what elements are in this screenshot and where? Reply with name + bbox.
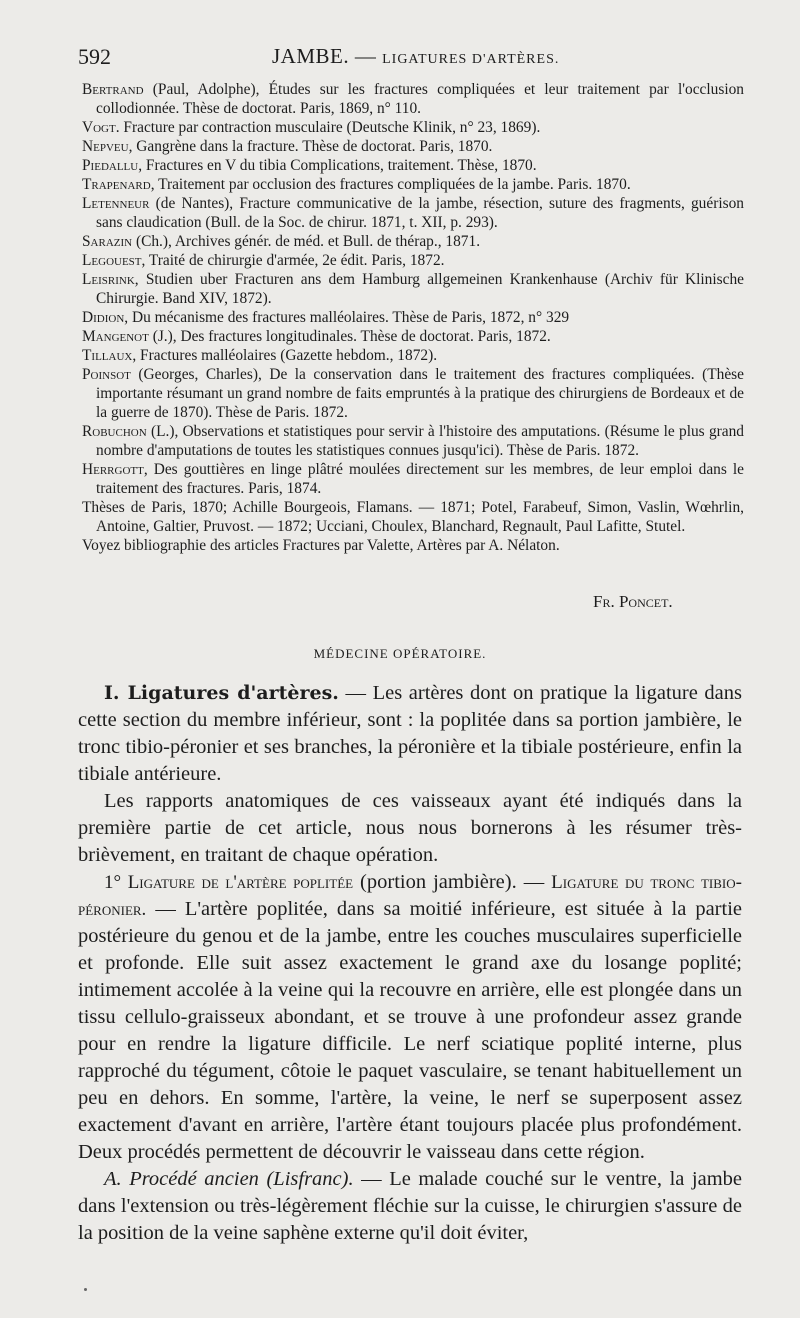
bib-entry bbox=[78, 308, 744, 327]
bib-author: Nepveu bbox=[82, 138, 129, 155]
bib-entry bbox=[78, 498, 744, 536]
bib-author: Vogt bbox=[82, 119, 116, 136]
running-header bbox=[78, 44, 742, 74]
body-text bbox=[78, 680, 742, 1247]
bib-entry bbox=[78, 194, 744, 232]
bib-text: Thèses de Paris, 1870; Achille Bourgeois, Flamans. — 1871; Potel, Farabeuf, Simon, Vaslin, Wœhrlin, Antoine, Galtier, Pruvost. — 1872; Ucciani, Choulex, Blanchard, Regnault, Paul Lafitte, Stutel. bbox=[82, 499, 744, 535]
section-title: MÉDECINE OPÉRATOIRE. bbox=[313, 646, 487, 661]
bib-author: Herrgott bbox=[82, 461, 144, 478]
bib-entry bbox=[78, 137, 744, 156]
bib-text: . Fracture par contraction musculaire (Deutsche Klinik, n° 23, 1869). bbox=[115, 119, 541, 136]
paragraph-text: Les rapports anatomiques de ces vaisseaux ayant été indiqués dans la première partie de cet article, nous nous bornerons à les résumer très-brièvement, en traitant de chaque opération. bbox=[78, 790, 742, 866]
bib-author: Piedallu bbox=[82, 157, 139, 174]
bib-author: Mangenot bbox=[82, 328, 149, 345]
bib-text: , Des gouttières en linge plâtré moulées directement sur les membres, de leur emploi dans le traitement des fractures. Paris, 1874. bbox=[96, 461, 744, 497]
bib-author: Trapenard bbox=[82, 176, 151, 193]
subsection-heading: Ligature du tronc tibio-péronier. bbox=[78, 872, 742, 920]
bib-entry bbox=[78, 251, 744, 270]
bib-entry bbox=[78, 156, 744, 175]
bib-author: Sarazin bbox=[82, 233, 133, 250]
bib-entry bbox=[78, 346, 744, 365]
bib-author: Bertrand bbox=[82, 81, 144, 98]
bib-entry bbox=[78, 327, 744, 346]
bib-text: Voyez bibliographie des articles Fractures par Valette, Artères par A. Nélaton. bbox=[82, 537, 560, 554]
paragraph bbox=[78, 788, 742, 869]
header-dash: — bbox=[354, 44, 377, 68]
paragraph-text: — Le malade couché sur le ventre, la jambe dans l'extension ou très-légèrement fléchie sur la cuisse, le chirurgien s'assure de la position de la veine saphène externe qu'il doit éviter, bbox=[78, 1168, 742, 1244]
paper-speck bbox=[84, 1288, 87, 1291]
procedure-heading: A. Procédé ancien (Lisfranc). bbox=[104, 1168, 354, 1190]
bib-entry bbox=[78, 460, 744, 498]
bib-text: (de Nantes), Fracture communicative de la jambe, résection, suture des fragments, guérison sans claudication (Bull. de la Soc. de chirur. 1871, t. XII, p. 293). bbox=[96, 195, 744, 231]
bib-entry bbox=[78, 536, 744, 555]
bib-text: , Studien uber Fracturen ans dem Hamburg allgemeinen Krankenhause (Archiv für Klinische Chirurgie. Band XIV, 1872). bbox=[96, 271, 744, 307]
header-subtitle: LIGATURES D'ARTÈRES. bbox=[382, 52, 560, 67]
paragraph bbox=[78, 680, 742, 788]
bib-entry bbox=[78, 365, 744, 422]
bib-text: , Traité de chirurgie d'armée, 2e édit. Paris, 1872. bbox=[141, 252, 445, 269]
bib-text: , Traitement par occlusion des fractures compliquées de la jambe. Paris. 1870. bbox=[150, 176, 631, 193]
bib-entry bbox=[78, 270, 744, 308]
bib-entry bbox=[78, 422, 744, 460]
bib-text: (Ch.), Archives génér. de méd. et Bull. de thérap., 1871. bbox=[132, 233, 481, 250]
bib-author: Didion bbox=[82, 309, 125, 326]
bib-entry bbox=[78, 175, 744, 194]
bib-text: , Fractures malléolaires (Gazette hebdom., 1872). bbox=[132, 347, 438, 364]
bib-author: Letenneur bbox=[82, 195, 150, 212]
bib-text: , Fractures en V du tibia Complications, traitement. Thèse, 1870. bbox=[138, 157, 537, 174]
bib-text: , Gangrène dans la fracture. Thèse de doctorat. Paris, 1870. bbox=[128, 138, 493, 155]
bib-text: (J.), Des fractures longitudinales. Thèse de doctorat. Paris, 1872. bbox=[148, 328, 551, 345]
bib-author: Tillaux bbox=[82, 347, 133, 364]
bib-author: Poinsot bbox=[82, 366, 131, 383]
paragraph-text: — Les artères dont on pratique la ligature dans cette section du membre inférieur, sont : la poplitée dans sa portion jambière, le tronc tibio-péronier et ses branches, la péronière et la tibiale postérieure, enfin la tibiale antérieure. bbox=[78, 682, 742, 785]
bib-text: (L.), Observations et statistiques pour servir à l'histoire des amputations. (Résume le plus grand nombre d'amputations de toutes les statistiques connues jusqu'ici). Thèse de Paris. 1872. bbox=[96, 423, 744, 459]
bib-entry bbox=[78, 80, 744, 118]
bib-text: (Georges, Charles), De la conservation dans le traitement des fractures compliquées. (Thèse importante résumant un grand nombre de faits empruntés à la pratique des chirurgiens de Bordeaux et de la guerre de 1870). Thèse de Paris. 1872. bbox=[96, 366, 744, 421]
bib-text: , Du mécanisme des fractures malléolaires. Thèse de Paris, 1872, n° 329 bbox=[124, 309, 570, 326]
author-signature: Fr. Poncet. bbox=[593, 592, 673, 611]
paragraph bbox=[78, 869, 742, 1166]
bib-text: (Paul, Adolphe), Études sur les fractures compliquées et leur traitement par l'occlusion collodionnée. Thèse de doctorat. Paris, 1869, n° 110. bbox=[96, 81, 744, 117]
subsection-heading: 1° Ligature de l'artère poplitée bbox=[104, 872, 354, 893]
paragraph bbox=[78, 1166, 742, 1247]
bib-entry bbox=[78, 232, 744, 251]
running-title bbox=[272, 44, 559, 69]
bib-author: Robuchon bbox=[82, 423, 147, 440]
bib-entry bbox=[78, 118, 744, 137]
paragraph-text: — L'artère poplitée, dans sa moitié inférieure, est située à la partie postérieure du genou et de la jambe, entre les couches musculaires superficielle et profonde. Elle suit assez exactement le grand axe du losange poplité; intimement accolée à la veine qui la recouvre en arrière, elle est plongée dans un tissu cellulo-graisseux abondant, et se trouve à une profondeur assez grande pour en rendre la ligature difficile. Le nerf sciatique poplité interne, plus rapproché du tégument, côtoie le paquet vasculaire, se tenant habituellement un peu en dehors. En somme, l'artère, la veine, le nerf se superposent assez exactement d'avant en arrière, l'artère étant toujours placée plus profondément. Deux procédés permettent de découvrir le vaisseau dans cette région. bbox=[78, 898, 742, 1163]
bib-author: Leisrink bbox=[82, 271, 135, 288]
paragraph-heading: I. Ligatures d'artères. bbox=[104, 682, 339, 704]
bibliography bbox=[78, 80, 744, 555]
page-number: 592 bbox=[78, 44, 111, 69]
header-title: JAMBE. bbox=[272, 44, 350, 68]
bib-author: Legouest bbox=[82, 252, 142, 269]
paragraph-text: (portion jambière). — bbox=[353, 871, 552, 893]
